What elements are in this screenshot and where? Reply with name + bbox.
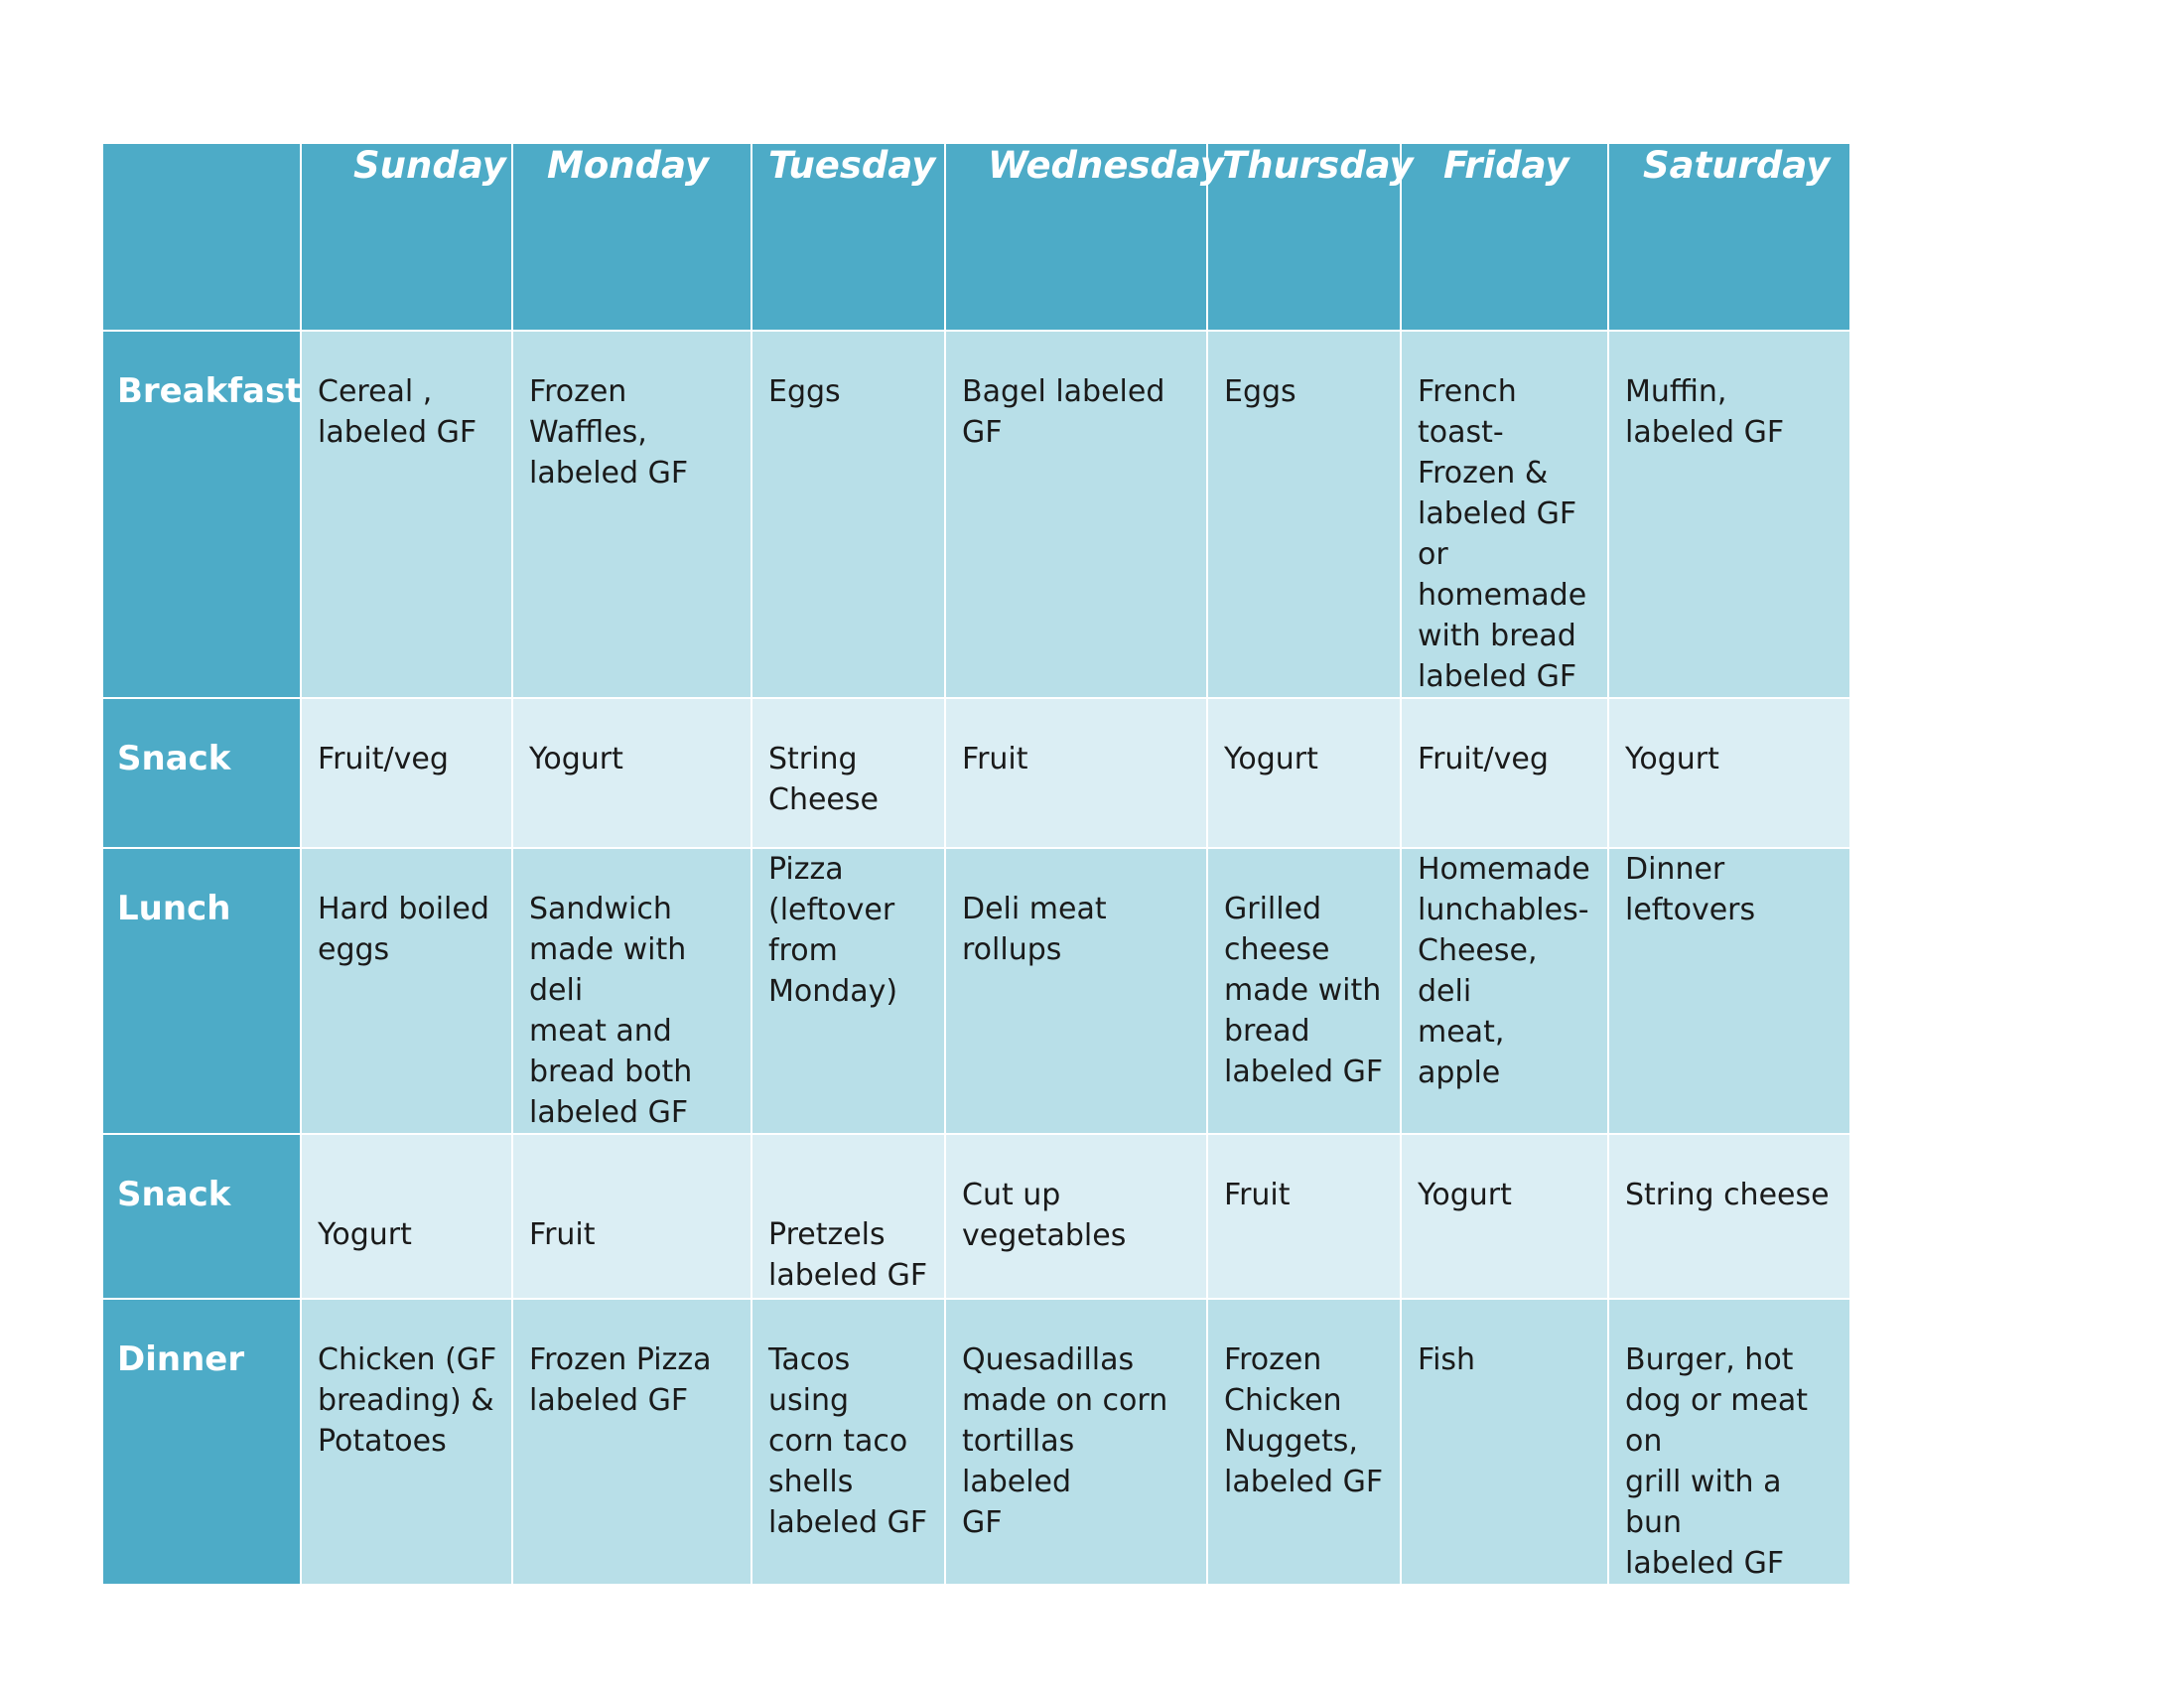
meal-cell: String Cheese (751, 698, 945, 848)
meal-row-morning-snack (102, 698, 1850, 848)
meal-cell: Burger, hot dog or meat on grill with a bun labeled GF (1608, 1299, 1850, 1585)
meal-cell: Eggs (1207, 331, 1401, 698)
meal-cell: String cheese (1608, 1134, 1850, 1299)
meal-cell: Grilled cheese made with bread labeled GF (1207, 848, 1401, 1134)
meal-cell: Quesadillas made on corn tortillas labeled GF (945, 1299, 1207, 1585)
meal-cell: Fruit/veg (1401, 698, 1608, 848)
meal-label-snack: Snack (102, 1134, 301, 1299)
meal-cell: Pizza (leftover from Monday) (751, 848, 945, 1134)
meal-cell: Tacos using corn taco shells labeled GF (751, 1299, 945, 1585)
meal-cell: Cut up vegetables (945, 1134, 1207, 1299)
meal-cell: Frozen Pizza labeled GF (512, 1299, 751, 1585)
meal-cell: Eggs (751, 331, 945, 698)
meal-row-lunch (102, 848, 1850, 1134)
meal-cell: Dinner leftovers (1608, 848, 1850, 1134)
meal-label-snack: Snack (102, 698, 301, 848)
meal-cell: Sandwich made with deli meat and bread both labeled GF (512, 848, 751, 1134)
day-header-tuesday: Tuesday (751, 143, 945, 331)
day-header-saturday: Saturday (1608, 143, 1850, 331)
meal-cell: French toast- Frozen & labeled GF or homemade with bread labeled GF (1401, 331, 1608, 698)
day-header-friday: Friday (1401, 143, 1608, 331)
meal-cell: Yogurt (301, 1134, 512, 1299)
meal-cell: Fruit (945, 698, 1207, 848)
day-header-monday: Monday (512, 143, 751, 331)
meal-row-afternoon-snack (102, 1134, 1850, 1299)
meal-cell: Frozen Chicken Nuggets, labeled GF (1207, 1299, 1401, 1585)
day-header-sunday: Sunday (301, 143, 512, 331)
meal-cell: Yogurt (512, 698, 751, 848)
header-row (102, 143, 1850, 331)
meal-cell: Fruit (1207, 1134, 1401, 1299)
meal-cell: Yogurt (1401, 1134, 1608, 1299)
meal-cell: Cereal , labeled GF (301, 331, 512, 698)
header-corner (102, 143, 301, 331)
meal-label-dinner: Dinner (102, 1299, 301, 1585)
meal-cell: Chicken (GF breading) & Potatoes (301, 1299, 512, 1585)
day-header-thursday: Thursday (1207, 143, 1401, 331)
meal-label-lunch: Lunch (102, 848, 301, 1134)
day-header-wednesday: Wednesday (945, 143, 1207, 331)
meal-cell: Frozen Waffles, labeled GF (512, 331, 751, 698)
meal-cell: Fruit/veg (301, 698, 512, 848)
meal-cell: Hard boiled eggs (301, 848, 512, 1134)
meal-cell: Fish (1401, 1299, 1608, 1585)
meal-cell: Homemade lunchables- Cheese, deli meat, apple (1401, 848, 1608, 1134)
meal-row-breakfast (102, 331, 1850, 698)
meal-cell: Deli meat rollups (945, 848, 1207, 1134)
meal-row-dinner (102, 1299, 1850, 1585)
meal-cell: Yogurt (1207, 698, 1401, 848)
meal-cell: Yogurt (1608, 698, 1850, 848)
meal-cell: Bagel labeled GF (945, 331, 1207, 698)
meal-cell: Fruit (512, 1134, 751, 1299)
meal-cell: Pretzels labeled GF (751, 1134, 945, 1299)
meal-cell: Muffin, labeled GF (1608, 331, 1850, 698)
meal-label-breakfast: Breakfast (102, 331, 301, 698)
meal-plan-table (101, 142, 1851, 1586)
